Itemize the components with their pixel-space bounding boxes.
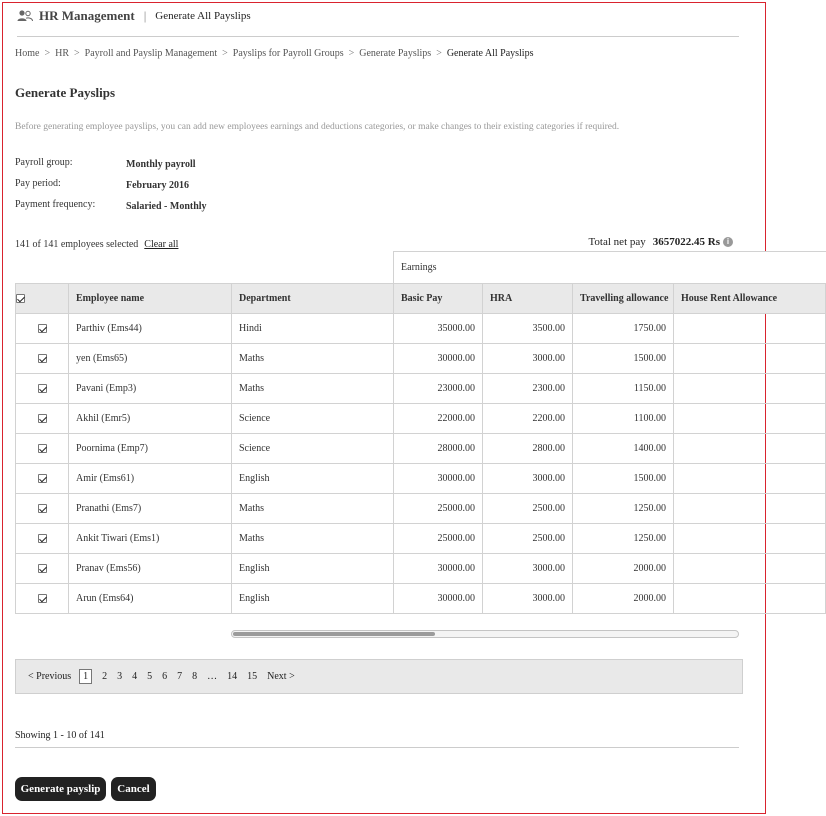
department-cell: English (232, 584, 394, 614)
department-cell: English (232, 464, 394, 494)
department-cell: Science (232, 404, 394, 434)
checkbox-checked-icon (38, 594, 47, 603)
total-net-pay (588, 236, 733, 248)
col-hra[interactable]: HRA (483, 284, 573, 314)
page-2-button[interactable]: 2 (102, 671, 108, 682)
hra-cell: 2500.00 (483, 524, 573, 554)
checkbox-checked-icon (38, 324, 47, 333)
table-row (16, 374, 826, 404)
page-4-button[interactable]: 4 (132, 671, 138, 682)
info-icon[interactable]: i (723, 237, 733, 247)
employee-name-cell: Arun (Ems64) (69, 584, 232, 614)
department-cell: Hindi (232, 314, 394, 344)
department-cell: English (232, 554, 394, 584)
col-department[interactable]: Department (232, 284, 394, 314)
travelling-allowance-cell: 2000.00 (573, 584, 674, 614)
scrollbar-thumb[interactable] (233, 632, 435, 636)
checkbox-checked-icon (38, 444, 47, 453)
cancel-button[interactable]: Cancel (111, 777, 156, 801)
page-description: Before generating employee payslips, you can add new employees earnings and deductions categories, or make changes to their existing categories if required. (15, 122, 620, 132)
house-rent-allowance-cell (674, 554, 826, 584)
row-checkbox[interactable] (16, 494, 69, 524)
group-header-row (16, 252, 826, 284)
hra-cell: 3000.00 (483, 464, 573, 494)
select-all-checkbox[interactable] (16, 284, 69, 314)
travelling-allowance-cell: 1250.00 (573, 524, 674, 554)
page-1-button[interactable]: 1 (79, 669, 92, 684)
checkbox-checked-icon (38, 474, 47, 483)
table-row (16, 524, 826, 554)
basic-pay-cell: 30000.00 (394, 554, 483, 584)
department-cell: Maths (232, 524, 394, 554)
employee-name-cell: Pavani (Emp3) (69, 374, 232, 404)
pagination-ellipsis: … (207, 671, 218, 682)
breadcrumb-generate-payslips[interactable]: Generate Payslips (359, 48, 432, 59)
checkbox-checked-icon (38, 564, 47, 573)
house-rent-allowance-cell (674, 434, 826, 464)
page-5-button[interactable]: 5 (147, 671, 153, 682)
meta-label: Payment frequency: (15, 199, 96, 210)
basic-pay-cell: 25000.00 (394, 494, 483, 524)
showing-count: Showing 1 - 10 of 141 (15, 730, 105, 741)
house-rent-allowance-cell (674, 314, 826, 344)
meta-value: Salaried - Monthly (126, 201, 207, 212)
row-checkbox[interactable] (16, 524, 69, 554)
hra-cell: 3000.00 (483, 344, 573, 374)
net-pay-label: Total net pay (588, 236, 646, 248)
footer-divider (15, 747, 739, 748)
basic-pay-cell: 30000.00 (394, 464, 483, 494)
table-row (16, 404, 826, 434)
basic-pay-cell: 22000.00 (394, 404, 483, 434)
row-checkbox[interactable] (16, 464, 69, 494)
house-rent-allowance-cell (674, 464, 826, 494)
checkbox-checked-icon (38, 504, 47, 513)
department-cell: Maths (232, 494, 394, 524)
page-14-button[interactable]: 14 (227, 671, 238, 682)
department-cell: Maths (232, 344, 394, 374)
header-page-name: Generate All Payslips (155, 10, 251, 22)
employee-name-cell: Parthiv (Ems44) (69, 314, 232, 344)
meta-label: Payroll group: (15, 157, 73, 168)
employee-name-cell: yen (Ems65) (69, 344, 232, 374)
travelling-allowance-cell: 1500.00 (573, 344, 674, 374)
col-employee-name[interactable]: Employee name (69, 284, 232, 314)
basic-pay-cell: 28000.00 (394, 434, 483, 464)
breadcrumb-current: Generate All Payslips (446, 48, 534, 59)
hra-cell: 2200.00 (483, 404, 573, 434)
selection-count: 141 of 141 employees selected (15, 239, 139, 250)
hra-cell: 2800.00 (483, 434, 573, 464)
header-separator: | (143, 8, 147, 23)
horizontal-scrollbar[interactable] (231, 630, 739, 638)
employee-name-cell: Pranav (Ems56) (69, 554, 232, 584)
col-basic-pay[interactable]: Basic Pay (394, 284, 483, 314)
table-row (16, 554, 826, 584)
employee-name-cell: Ankit Tiwari (Ems1) (69, 524, 232, 554)
row-checkbox[interactable] (16, 434, 69, 464)
hra-cell: 3000.00 (483, 584, 573, 614)
checkbox-checked-icon (16, 294, 25, 303)
page-8-button[interactable]: 8 (192, 671, 198, 682)
breadcrumb-home[interactable]: Home (15, 48, 40, 59)
page-6-button[interactable]: 6 (162, 671, 168, 682)
generate-payslip-button[interactable]: Generate payslip (15, 777, 106, 801)
page-7-button[interactable]: 7 (177, 671, 183, 682)
employee-name-cell: Poornima (Emp7) (69, 434, 232, 464)
page-3-button[interactable]: 3 (117, 671, 123, 682)
app-header (17, 7, 251, 25)
table-row (16, 434, 826, 464)
payslip-table-viewport (15, 251, 778, 615)
breadcrumb-payslips-groups[interactable]: Payslips for Payroll Groups (232, 48, 344, 59)
travelling-allowance-cell: 1400.00 (573, 434, 674, 464)
page-list (79, 669, 207, 684)
net-pay-value: 3657022.45 Rs (652, 236, 720, 248)
payslip-table (15, 251, 826, 614)
breadcrumb: Home > HR > Payroll and Payslip Management > Payslips for Payroll Groups > Generate Payslips > Generate All Payslips (15, 48, 534, 59)
page-15-button[interactable]: 15 (247, 671, 258, 682)
previous-page-button[interactable]: < Previous (28, 671, 72, 682)
employee-name-cell: Akhil (Emr5) (69, 404, 232, 434)
basic-pay-cell: 23000.00 (394, 374, 483, 404)
house-rent-allowance-cell (674, 344, 826, 374)
meta-label: Pay period: (15, 178, 61, 189)
table-row (16, 494, 826, 524)
house-rent-allowance-cell (674, 404, 826, 434)
meta-value: February 2016 (126, 180, 190, 191)
app-title: HR Management (39, 8, 135, 23)
row-checkbox[interactable] (16, 554, 69, 584)
travelling-allowance-cell: 1100.00 (573, 404, 674, 434)
breadcrumb-hr[interactable]: HR (55, 48, 69, 59)
employee-name-cell: Pranathi (Ems7) (69, 494, 232, 524)
travelling-allowance-cell: 2000.00 (573, 554, 674, 584)
basic-pay-cell: 30000.00 (394, 584, 483, 614)
col-house-rent-allowance[interactable]: House Rent Allowance (674, 284, 826, 314)
pagination (15, 659, 743, 694)
column-header-row (16, 284, 826, 314)
table-row (16, 314, 826, 344)
row-checkbox[interactable] (16, 374, 69, 404)
row-checkbox[interactable] (16, 584, 69, 614)
next-page-button[interactable]: Next > (267, 671, 295, 682)
row-checkbox[interactable] (16, 314, 69, 344)
basic-pay-cell: 30000.00 (394, 344, 483, 374)
employee-name-cell: Amir (Ems61) (69, 464, 232, 494)
checkbox-checked-icon (38, 354, 47, 363)
row-checkbox[interactable] (16, 404, 69, 434)
travelling-allowance-cell: 1150.00 (573, 374, 674, 404)
page-list-tail (227, 671, 267, 682)
table-row (16, 344, 826, 374)
hra-cell: 2300.00 (483, 374, 573, 404)
basic-pay-cell: 25000.00 (394, 524, 483, 554)
house-rent-allowance-cell (674, 524, 826, 554)
table-row (16, 464, 826, 494)
house-rent-allowance-cell (674, 584, 826, 614)
checkbox-checked-icon (38, 534, 47, 543)
hra-cell: 3500.00 (483, 314, 573, 344)
page-title: Generate Payslips (15, 85, 116, 100)
header-divider (17, 36, 739, 37)
travelling-allowance-cell: 1750.00 (573, 314, 674, 344)
meta-value: Monthly payroll (126, 159, 196, 170)
clear-all-link[interactable]: Clear all (144, 239, 179, 250)
basic-pay-cell: 35000.00 (394, 314, 483, 344)
col-travelling-allowance[interactable]: Travelling allowance (573, 284, 674, 314)
page-frame (2, 2, 778, 814)
users-icon (17, 9, 33, 23)
travelling-allowance-cell: 1250.00 (573, 494, 674, 524)
checkbox-checked-icon (38, 384, 47, 393)
breadcrumb-payroll-management[interactable]: Payroll and Payslip Management (84, 48, 218, 59)
row-checkbox[interactable] (16, 344, 69, 374)
department-cell: Maths (232, 374, 394, 404)
hra-cell: 3000.00 (483, 554, 573, 584)
department-cell: Science (232, 434, 394, 464)
hra-cell: 2500.00 (483, 494, 573, 524)
earnings-group-header: Earnings (394, 252, 826, 284)
checkbox-checked-icon (38, 414, 47, 423)
house-rent-allowance-cell (674, 494, 826, 524)
table-row (16, 584, 826, 614)
selection-info (15, 239, 178, 250)
travelling-allowance-cell: 1500.00 (573, 464, 674, 494)
house-rent-allowance-cell (674, 374, 826, 404)
